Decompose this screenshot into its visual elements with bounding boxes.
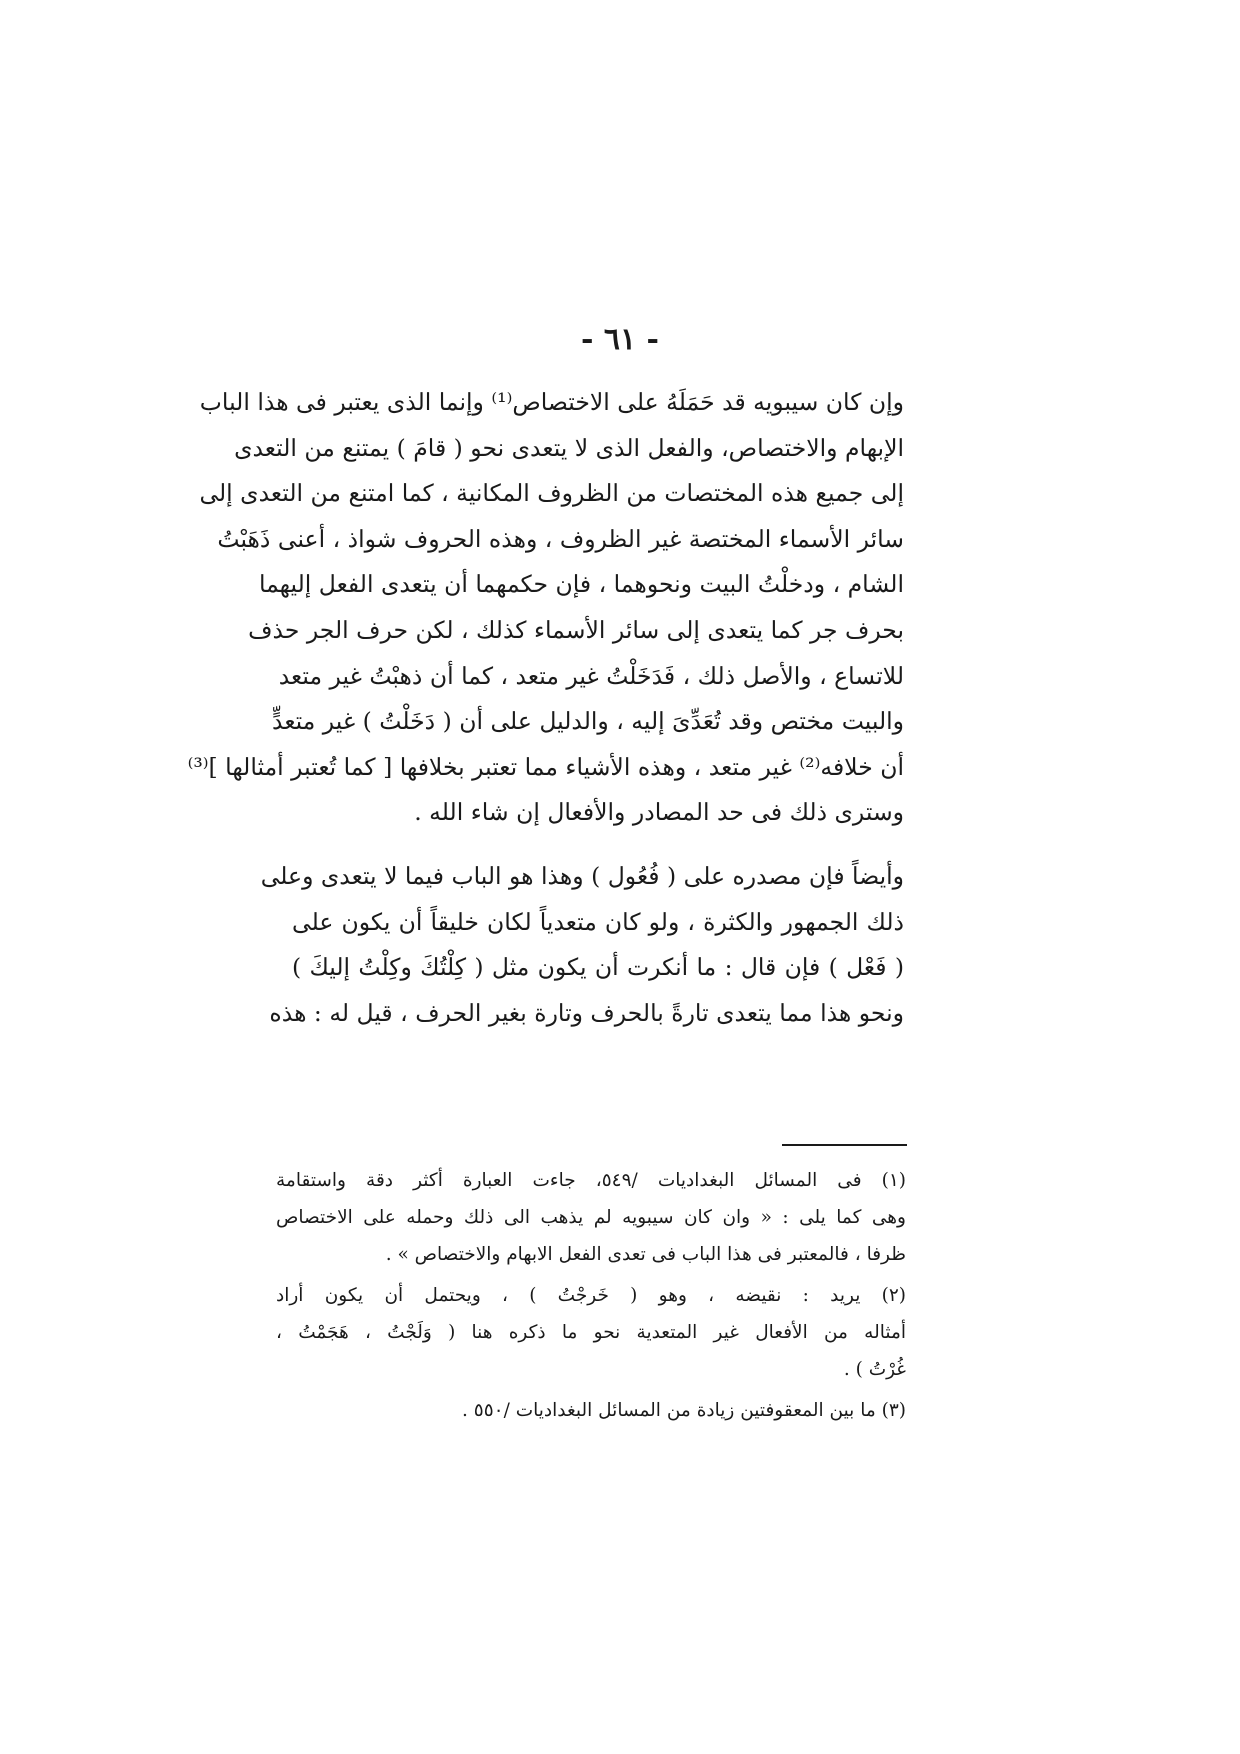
paragraph-1 <box>187 380 904 836</box>
footnote-3 <box>276 1392 906 1429</box>
footnote-1 <box>276 1162 906 1273</box>
footnote-line: ظرفا ، فالمعتبر فى هذا الباب فى تعدى الفعل الابهام والاختصاص » . <box>385 1244 906 1265</box>
text-line: ونحو هذا مما يتعدى تارةً بالحرف وتارة بغير الحرف ، قيل له : هذه <box>269 998 904 1027</box>
text-line: ذلك الجمهور والكثرة ، ولو كان متعدياً لكان خليقاً أن يكون على <box>292 907 904 936</box>
main-text <box>187 380 904 1036</box>
footnote-2 <box>276 1277 906 1388</box>
page-number: - ٦١ - <box>580 322 660 357</box>
text-line: ( فَعْل ) فإن قال : ما أنكرت أن يكون مثل ( كِلْتُكَ وكِلْتُ إليكَ ) <box>292 953 904 982</box>
footnote-line: وهى كما يلى : « وان كان سيبويه لم يذهب الى ذلك وحمله على الاختصاص <box>276 1207 906 1228</box>
footnote-line: (٢) يريد : نقيضه ، وهو ( خَرجْتُ ) ، ويحتمل أن يكون أراد <box>276 1285 906 1306</box>
footnote-line: (٣) ما بين المعقوفتين زيادة من المسائل البغداديات /٥٥٠ . <box>462 1400 906 1421</box>
footnotes <box>276 1162 906 1429</box>
text-line: وإن كان سيبويه قد حَمَلَهُ على الاختصاص⁽¹⁾ وإنما الذى يعتبر فى هذا الباب <box>199 388 904 416</box>
footnote-separator <box>782 1144 907 1146</box>
text-line: وأيضاً فإن مصدره على ( فُعُول ) وهذا هو الباب فيما لا يتعدى وعلى <box>260 861 904 890</box>
footnote-line: أمثاله من الأفعال غير المتعدية نحو ما ذكره هنا ( وَلَجْتُ ، هَجَمْتُ ، <box>276 1322 906 1343</box>
text-line: الإبهام والاختصاص، والفعل الذى لا يتعدى نحو ( قامَ ) يمتنع من التعدى <box>234 433 904 462</box>
text-line: وسترى ذلك فى حد المصادر والأفعال إن شاء الله . <box>414 798 904 827</box>
text-line: أن خلافه⁽²⁾ غير متعد ، وهذه الأشياء مما تعتبر بخلافها [ كما تُعتبر أمثالها ]⁽³⁾ <box>187 752 904 781</box>
text-line: والبيت مختص وقد تُعَدِّىَ إليه ، والدليل على أن ( دَخَلْتُ ) غير متعدٍّ <box>271 707 904 736</box>
text-line: للاتساع ، والأصل ذلك ، فَدَخَلْتُ غير متعد ، كما أن ذهبْتُ غير متعد <box>278 661 904 690</box>
text-line: إلى جميع هذه المختصات من الظروف المكانية ، كما امتنع من التعدى إلى <box>199 479 904 508</box>
footnote-line: (١) فى المسائل البغداديات /٥٤٩، جاءت العبارة أكثر دقة واستقامة <box>276 1170 907 1191</box>
text-line: بحرف جر كما يتعدى إلى سائر الأسماء كذلك ، لكن حرف الجر حذف <box>248 615 904 644</box>
text-line: الشام ، ودخلْتُ البيت ونحوهما ، فإن حكمهما أن يتعدى الفعل إليهما <box>258 570 904 599</box>
paragraph-spacer <box>292 836 904 854</box>
paragraph-2 <box>260 854 904 1036</box>
footnote-line: غُرْتُ ) . <box>843 1359 906 1380</box>
text-line: سائر الأسماء المختصة غير الظروف ، وهذه الحروف شواذ ، أعنى ذَهَبْتُ <box>217 524 904 553</box>
